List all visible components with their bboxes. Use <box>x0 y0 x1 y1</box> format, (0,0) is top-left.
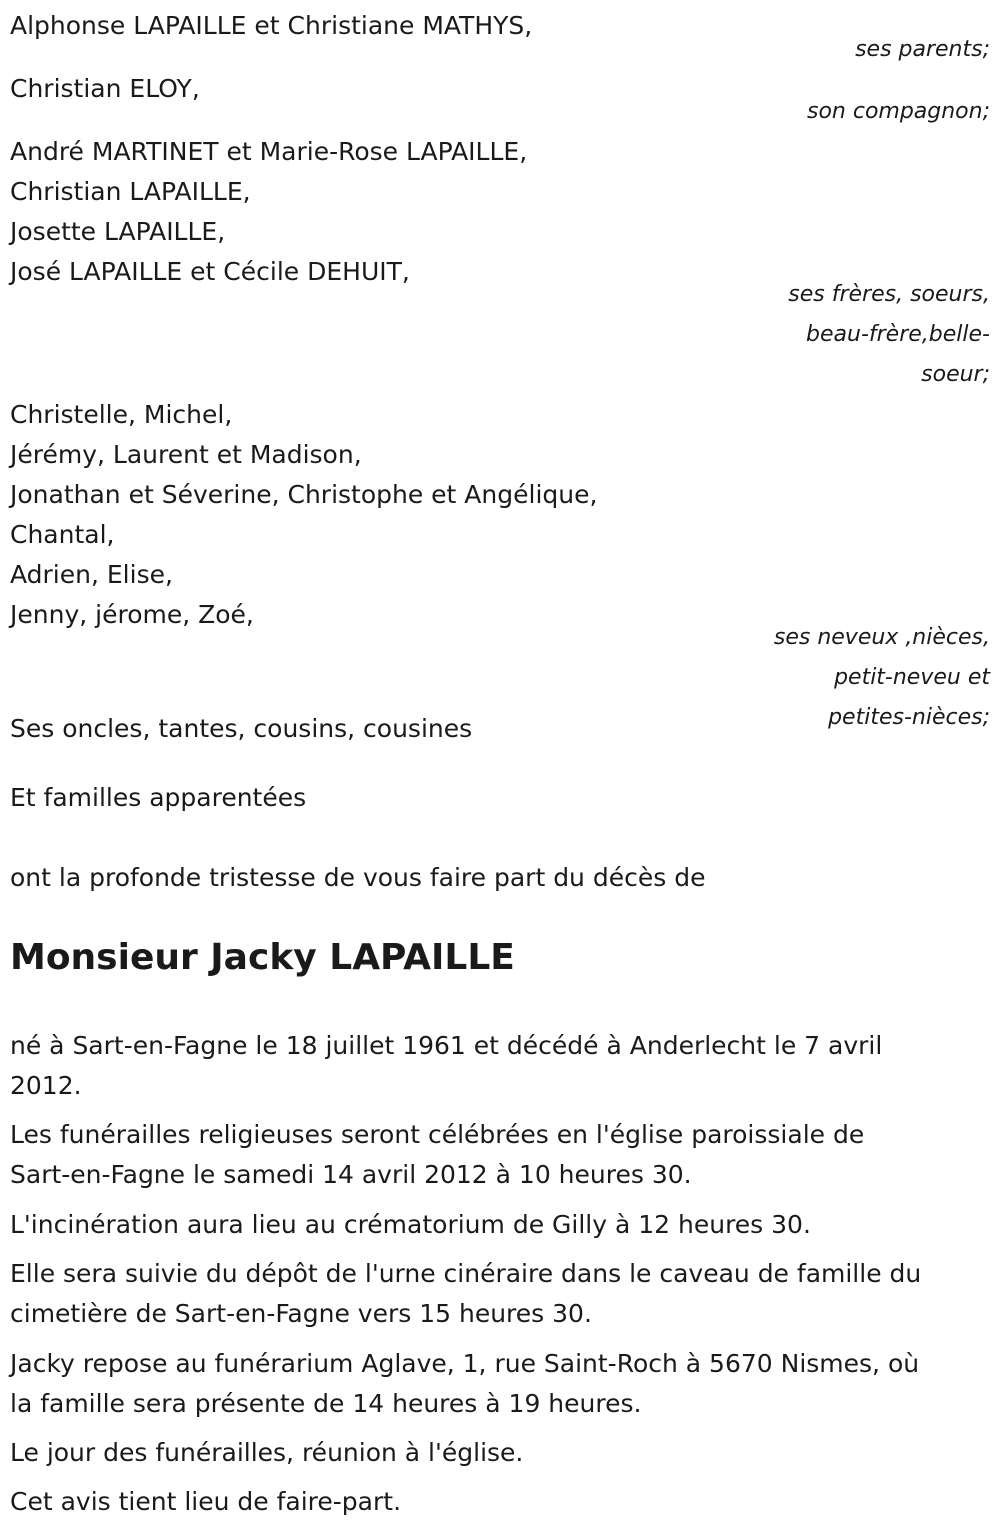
detail-funerarium: la famille sera présente de 14 heures à 19 heures. <box>10 1389 642 1418</box>
detail-urn: Elle sera suivie du dépôt de l'urne cinéraire dans le caveau de famille du <box>10 1259 922 1288</box>
detail-urn: cimetière de Sart-en-Fagne vers 15 heures 30. <box>10 1299 592 1328</box>
nephew-line: Jenny, jérome, Zoé, <box>10 600 254 629</box>
partner-name: Christian ELOY, <box>10 74 200 103</box>
siblings-role-line: ses frères, soeurs, <box>788 282 990 307</box>
extended-family-line: Et familles apparentées <box>10 783 307 812</box>
nephew-line: Jérémy, Laurent et Madison, <box>10 440 362 469</box>
nephews-role-line: ses neveux ,nièces, <box>773 625 990 650</box>
parents-role: ses parents; <box>855 37 990 62</box>
announcement-text: ont la profonde tristesse de vous faire part du décès de <box>10 863 706 892</box>
sibling-line: José LAPAILLE et Cécile DEHUIT, <box>10 257 410 286</box>
partner-role: son compagnon; <box>806 99 990 124</box>
nephew-line: Jonathan et Séverine, Christophe et Angélique, <box>10 480 598 509</box>
detail-birth-death: 2012. <box>10 1071 82 1100</box>
detail-meeting: Le jour des funérailles, réunion à l'église. <box>10 1438 524 1467</box>
detail-birth-death: né à Sart-en-Fagne le 18 juillet 1961 et décédé à Anderlecht le 7 avril <box>10 1031 883 1060</box>
deceased-name: Monsieur Jacky LAPAILLE <box>10 937 515 978</box>
nephew-line: Christelle, Michel, <box>10 400 233 429</box>
nephew-line: Adrien, Elise, <box>10 560 173 589</box>
parents-names: Alphonse LAPAILLE et Christiane MATHYS, <box>10 11 533 40</box>
detail-funeral: Les funérailles religieuses seront célébrées en l'église paroissiale de <box>10 1120 865 1149</box>
detail-notice: Cet avis tient lieu de faire-part. <box>10 1487 402 1516</box>
detail-funeral: Sart-en-Fagne le samedi 14 avril 2012 à 10 heures 30. <box>10 1160 692 1189</box>
sibling-line: Christian LAPAILLE, <box>10 177 251 206</box>
nephew-line: Chantal, <box>10 520 115 549</box>
siblings-role-line: soeur; <box>921 362 990 387</box>
nephews-role-line: petit-neveu et <box>834 665 990 690</box>
siblings-role-line: beau-frère,belle- <box>806 322 990 347</box>
detail-funerarium: Jacky repose au funérarium Aglave, 1, rue Saint-Roch à 5670 Nismes, où <box>10 1349 920 1378</box>
extended-family-line: Ses oncles, tantes, cousins, cousines <box>10 714 473 743</box>
sibling-line: Josette LAPAILLE, <box>10 217 226 246</box>
detail-cremation: L'incinération aura lieu au crématorium de Gilly à 12 heures 30. <box>10 1210 811 1239</box>
sibling-line: André MARTINET et Marie-Rose LAPAILLE, <box>10 137 528 166</box>
nephews-role-line: petites-nièces; <box>828 705 990 730</box>
